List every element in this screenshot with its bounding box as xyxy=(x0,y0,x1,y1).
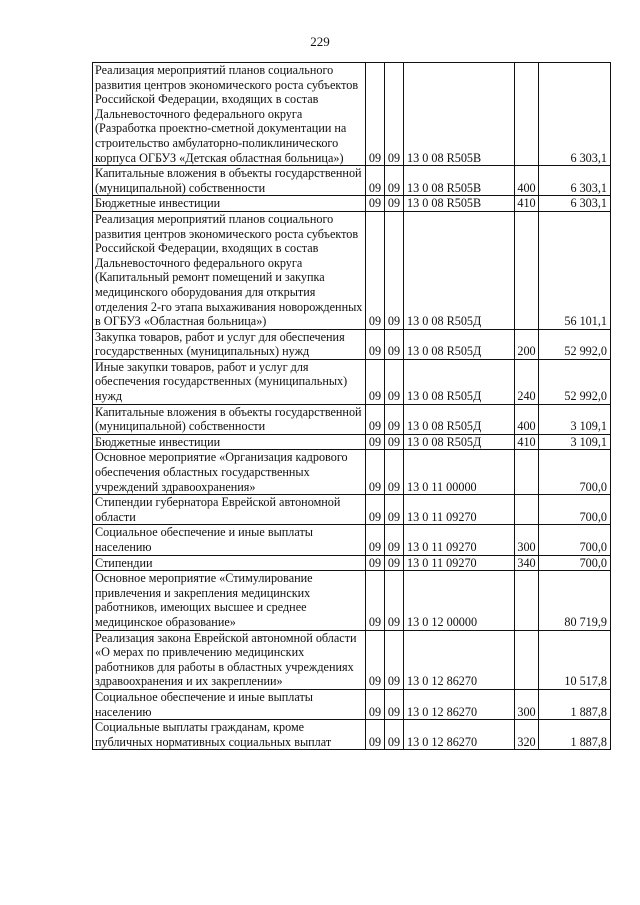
budget-table xyxy=(92,62,611,750)
table-row xyxy=(93,63,611,166)
subsection-code-cell: 09 xyxy=(385,689,404,719)
target-article-cell: 13 0 12 86270 xyxy=(404,689,515,719)
row-name-cell: Основное мероприятие «Стимулирование привлечения и закрепления медицинских работников, имеющих высшее и среднее медицинское образование» xyxy=(93,571,366,630)
table-row xyxy=(93,630,611,689)
section-code-cell: 09 xyxy=(366,450,385,495)
target-article-cell: 13 0 08 R505В xyxy=(404,63,515,166)
table-row xyxy=(93,404,611,434)
section-code-cell: 09 xyxy=(366,525,385,555)
table-row xyxy=(93,211,611,329)
section-code-cell: 09 xyxy=(366,404,385,434)
target-article-cell: 13 0 11 00000 xyxy=(404,450,515,495)
amount-cell: 700,0 xyxy=(539,450,611,495)
table-row xyxy=(93,689,611,719)
amount-cell: 80 719,9 xyxy=(539,571,611,630)
target-article-cell: 13 0 08 R505Д xyxy=(404,359,515,404)
subsection-code-cell: 09 xyxy=(385,211,404,329)
expense-type-cell: 400 xyxy=(515,166,539,196)
target-article-cell: 13 0 08 R505Д xyxy=(404,434,515,450)
expense-type-cell xyxy=(515,630,539,689)
expense-type-cell: 410 xyxy=(515,434,539,450)
subsection-code-cell: 09 xyxy=(385,495,404,525)
amount-cell: 1 887,8 xyxy=(539,689,611,719)
row-name-cell: Социальное обеспечение и иные выплаты населению xyxy=(93,689,366,719)
row-name-cell: Социальное обеспечение и иные выплаты населению xyxy=(93,525,366,555)
target-article-cell: 13 0 12 00000 xyxy=(404,571,515,630)
expense-type-cell: 300 xyxy=(515,689,539,719)
subsection-code-cell: 09 xyxy=(385,196,404,212)
table-row xyxy=(93,196,611,212)
row-name-cell: Социальные выплаты гражданам, кроме публичных нормативных социальных выплат xyxy=(93,720,366,750)
subsection-code-cell: 09 xyxy=(385,359,404,404)
row-name-cell: Капитальные вложения в объекты государственной (муниципальной) собственности xyxy=(93,404,366,434)
row-name-cell: Стипендии xyxy=(93,555,366,571)
subsection-code-cell: 09 xyxy=(385,166,404,196)
row-name-cell: Реализация закона Еврейской автономной области «О мерах по привлечению медицинских работников для работы в областных учреждениях здравоохранения и их закреплении» xyxy=(93,630,366,689)
target-article-cell: 13 0 08 R505Д xyxy=(404,329,515,359)
expense-type-cell xyxy=(515,63,539,166)
expense-type-cell: 320 xyxy=(515,720,539,750)
section-code-cell: 09 xyxy=(366,329,385,359)
target-article-cell: 13 0 08 R505В xyxy=(404,166,515,196)
table-row xyxy=(93,720,611,750)
section-code-cell: 09 xyxy=(366,555,385,571)
amount-cell: 52 992,0 xyxy=(539,359,611,404)
subsection-code-cell: 09 xyxy=(385,720,404,750)
amount-cell: 700,0 xyxy=(539,495,611,525)
expense-type-cell: 410 xyxy=(515,196,539,212)
section-code-cell: 09 xyxy=(366,359,385,404)
amount-cell: 1 887,8 xyxy=(539,720,611,750)
target-article-cell: 13 0 11 09270 xyxy=(404,525,515,555)
section-code-cell: 09 xyxy=(366,495,385,525)
row-name-cell: Стипендии губернатора Еврейской автономной области xyxy=(93,495,366,525)
subsection-code-cell: 09 xyxy=(385,329,404,359)
section-code-cell: 09 xyxy=(366,689,385,719)
section-code-cell: 09 xyxy=(366,166,385,196)
target-article-cell: 13 0 11 09270 xyxy=(404,495,515,525)
section-code-cell: 09 xyxy=(366,434,385,450)
expense-type-cell: 200 xyxy=(515,329,539,359)
subsection-code-cell: 09 xyxy=(385,525,404,555)
row-name-cell: Капитальные вложения в объекты государственной (муниципальной) собственности xyxy=(93,166,366,196)
section-code-cell: 09 xyxy=(366,196,385,212)
row-name-cell: Реализация мероприятий планов социального развития центров экономического роста субъектов Российской Федерации, входящих в состав Дальневосточного федерального округа (Капитальный ремонт помещений и закупка медицинского оборудования для открытия отделения 2-го этапа выхаживания новорожденных в ОГБУЗ «Областная больница») xyxy=(93,211,366,329)
expense-type-cell xyxy=(515,571,539,630)
amount-cell: 52 992,0 xyxy=(539,329,611,359)
subsection-code-cell: 09 xyxy=(385,434,404,450)
row-name-cell: Бюджетные инвестиции xyxy=(93,196,366,212)
amount-cell: 10 517,8 xyxy=(539,630,611,689)
section-code-cell: 09 xyxy=(366,211,385,329)
target-article-cell: 13 0 12 86270 xyxy=(404,720,515,750)
amount-cell: 3 109,1 xyxy=(539,434,611,450)
table-row xyxy=(93,571,611,630)
target-article-cell: 13 0 08 R505Д xyxy=(404,211,515,329)
amount-cell: 700,0 xyxy=(539,555,611,571)
subsection-code-cell: 09 xyxy=(385,571,404,630)
target-article-cell: 13 0 08 R505В xyxy=(404,196,515,212)
expense-type-cell: 340 xyxy=(515,555,539,571)
page-number: 229 xyxy=(310,34,330,49)
expense-type-cell: 400 xyxy=(515,404,539,434)
amount-cell: 6 303,1 xyxy=(539,196,611,212)
table-row xyxy=(93,166,611,196)
expense-type-cell xyxy=(515,450,539,495)
target-article-cell: 13 0 12 86270 xyxy=(404,630,515,689)
row-name-cell: Закупка товаров, работ и услуг для обеспечения государственных (муниципальных) нужд xyxy=(93,329,366,359)
target-article-cell: 13 0 08 R505Д xyxy=(404,404,515,434)
table-row xyxy=(93,525,611,555)
row-name-cell: Основное мероприятие «Организация кадрового обеспечения областных государственных учреждений здравоохранения» xyxy=(93,450,366,495)
subsection-code-cell: 09 xyxy=(385,630,404,689)
amount-cell: 6 303,1 xyxy=(539,63,611,166)
amount-cell: 6 303,1 xyxy=(539,166,611,196)
section-code-cell: 09 xyxy=(366,720,385,750)
expense-type-cell: 240 xyxy=(515,359,539,404)
row-name-cell: Бюджетные инвестиции xyxy=(93,434,366,450)
subsection-code-cell: 09 xyxy=(385,450,404,495)
subsection-code-cell: 09 xyxy=(385,63,404,166)
table-row xyxy=(93,329,611,359)
table-row xyxy=(93,434,611,450)
amount-cell: 700,0 xyxy=(539,525,611,555)
subsection-code-cell: 09 xyxy=(385,555,404,571)
expense-type-cell xyxy=(515,495,539,525)
expense-type-cell: 300 xyxy=(515,525,539,555)
section-code-cell: 09 xyxy=(366,63,385,166)
table-row xyxy=(93,359,611,404)
subsection-code-cell: 09 xyxy=(385,404,404,434)
table-row xyxy=(93,495,611,525)
amount-cell: 56 101,1 xyxy=(539,211,611,329)
table-row xyxy=(93,450,611,495)
row-name-cell: Иные закупки товаров, работ и услуг для обеспечения государственных (муниципальных) нужд xyxy=(93,359,366,404)
row-name-cell: Реализация мероприятий планов социального развития центров экономического роста субъектов Российской Федерации, входящих в состав Дальневосточного федерального округа (Разработка проектно-сметной документации на строительство амбулаторно-поликлинического корпуса ОГБУЗ «Детская областная больница») xyxy=(93,63,366,166)
amount-cell: 3 109,1 xyxy=(539,404,611,434)
section-code-cell: 09 xyxy=(366,571,385,630)
expense-type-cell xyxy=(515,211,539,329)
table-row xyxy=(93,555,611,571)
section-code-cell: 09 xyxy=(366,630,385,689)
target-article-cell: 13 0 11 09270 xyxy=(404,555,515,571)
